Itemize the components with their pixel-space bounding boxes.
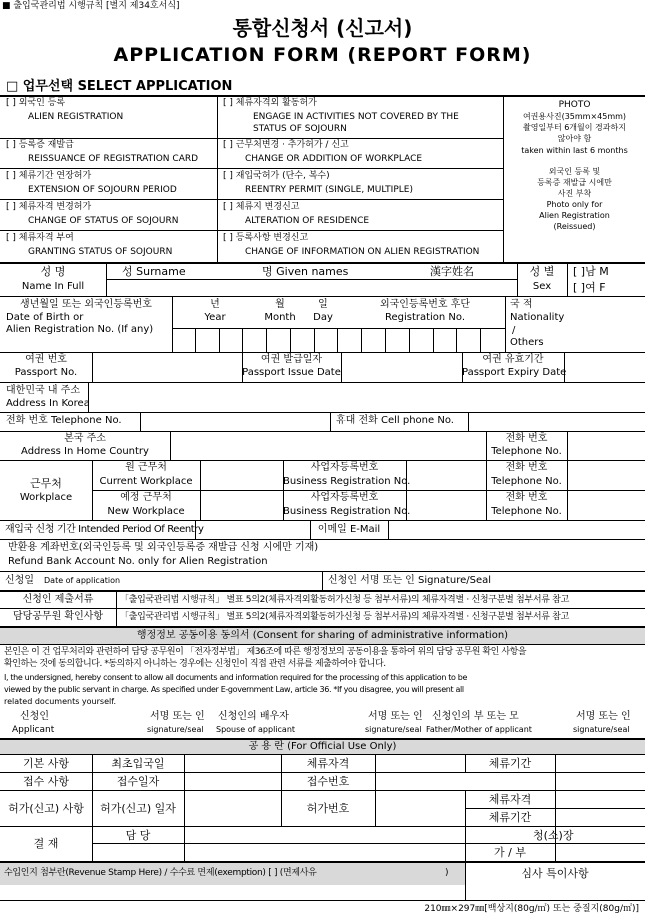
official-use-header: 공 용 란 (For Official Use Only) [248,741,397,752]
email-input[interactable] [389,521,644,538]
cellphone-input[interactable] [469,413,644,430]
revenue-stamp-label: 수입인지 첨부란(Revenue Stamp Here) / 수수료 면제(exemption) [ ] (면제사유 [4,868,317,878]
current-biz-input[interactable] [407,461,485,489]
photo-note-2: 않아야 함 [557,134,592,143]
permit-status-label: 체류자격 [488,793,532,806]
month-label: 월 [275,299,285,310]
chief-label: 청(소)장 [533,829,574,842]
applicant-signature-label: 신청인 서명 또는 인 Signature/Seal [328,575,492,586]
option-workplace[interactable] [223,141,422,164]
permit-period-label: 체류기간 [488,811,532,824]
nationality-slash: / [512,325,516,336]
home-address-label-en: Address In Home Country [21,446,149,457]
photo-only-ko-3: 사진 부착 [557,189,592,198]
consent-applicant-sign-label[interactable]: 서명 또는 인 [150,711,205,722]
option-residence[interactable] [223,203,369,226]
receipt-date-label: 접수일자 [116,775,160,788]
passport-expiry-label-en: Passport Expiry Date [462,367,567,378]
option-label-en: CHANGE OF INFORMATION ON ALIEN REGISTRATION [245,247,480,257]
title-korean: 통합신청서 (신고서) [232,16,413,40]
reg-no-label-en: Registration No. [384,312,466,323]
birth-digit-cell[interactable] [481,329,505,352]
basic-info-label: 기본 사항 [22,757,69,770]
consent-parent-label-en: Father/Mother of applicant [426,725,532,734]
workplace-label: 근무처 [30,477,62,490]
consent-header: 행정정보 공동이용 동의서 (Consent for sharing of administrative information) [136,630,509,641]
status-label: 체류자격 [306,757,350,770]
current-biz-label: 사업자등록번호 [310,462,379,473]
birth-digit-cell[interactable] [220,329,244,352]
option-label-en: CHANGE OR ADDITION OF WORKPLACE [245,154,423,164]
option-label-en: ALTERATION OF RESIDENCE [245,216,370,226]
new-biz-label-en: Business Registration No. [283,506,411,517]
photo-only-en-1: Photo only for [546,200,603,209]
select-application-heading: □ 업무선택 SELECT APPLICATION [6,79,233,94]
option-change-info[interactable] [223,234,479,257]
option-activities[interactable] [223,99,459,134]
workplace-label-en: Workplace [19,492,73,503]
birth-digit-cell[interactable] [434,329,458,352]
sex-label-en: Sex [532,281,552,292]
day-label-en: Day [313,312,333,323]
home-address-input[interactable] [171,432,485,459]
photo-only-ko-2: 등록증 재발급 시에만 [537,178,612,187]
consent-applicant-label-en: Applicant [12,725,55,735]
birth-digit-cell[interactable] [291,329,315,352]
option-label: [ ] 등록사항 변경신고 [223,233,309,243]
consent-text-en-1: I, the undersigned, hereby consent to allow all documents and information required for the processing of this application to be [4,673,468,682]
birth-digit-cell[interactable] [267,329,291,352]
others-label: Others [510,337,544,348]
consent-applicant-sign-label-en: signature/seal [147,725,204,734]
option-label-en: ALIEN REGISTRATION [28,112,124,122]
photo-only-en-2: Alien Registration [539,211,610,220]
check-docs-text: 「출입국관리법 시행규칙」 별표 5의2(체류자격외활동허가신청 등 첨부서류)의 체류자격별 · 신청구분별 첨부서류 참고 [120,612,569,622]
new-tel-label: 전화 번호 [505,492,548,503]
refund-account-input[interactable] [330,555,644,569]
address-korea-label: 대한민국 내 주소 [6,385,80,396]
passport-no-label-en: Passport No. [14,367,78,378]
option-granting-status[interactable] [6,234,172,257]
telephone-label: 전화 번호 Telephone No. [6,415,122,426]
name-label: 성 명 [40,265,66,278]
birth-digit-cell[interactable] [196,329,220,352]
option-label-en: REISSUANCE OF REGISTRATION CARD [28,154,199,164]
officer-label: 담 당 [125,829,151,842]
name-input[interactable] [107,281,516,295]
new-tel-label-en: Telephone No. [491,506,562,517]
photo-note: 촬영일부터 6개월이 경과하지 [523,123,626,132]
telephone-input[interactable] [141,413,329,430]
option-label-en-2: STATUS OF SOJOURN [253,124,347,134]
approval-label: 결 재 [33,837,59,850]
permit-no-label: 허가번호 [306,802,350,815]
option-label: [ ] 체류자격외 활동허가 [223,98,317,108]
current-tel-label: 전화 번호 [505,462,548,473]
current-biz-label-en: Business Registration No. [283,476,411,487]
submit-docs-label: 신청인 제출서류 [22,594,94,605]
option-label-en: EXTENSION OF SOJOURN PERIOD [28,185,177,195]
email-label: 이메일 E-Mail [317,524,381,535]
photo-size: 여권용사진(35mm×45mm) [522,112,627,121]
option-change-status[interactable] [6,203,178,226]
receipt-no-label: 접수번호 [306,775,350,788]
passport-expiry-input[interactable] [565,353,644,381]
first-entry-label: 최초입국일 [111,757,165,770]
current-workplace-label: 원 근무처 [125,462,167,473]
application-date-label-en: Date of application [44,576,121,585]
current-workplace-input[interactable] [201,461,282,489]
consent-applicant-label: 신청인 [20,711,49,722]
option-label: [ ] 체류자격 변경허가 [6,202,92,212]
review-notes-label: 심사 특이사항 [521,867,589,880]
submit-docs-text: 「출입국관리법 시행규칙」 별표 5의2(체류자격외활동허가신청 등 첨부서류)의 체류자격별 · 신청구분별 첨부서류 참고 [120,595,569,605]
option-reentry[interactable] [223,172,413,195]
revenue-stamp-close: ) [445,868,449,878]
birth-label: 생년월일 또는 외국인등록번호 [20,299,152,310]
option-label: [ ] 등록증 재발급 [6,140,74,150]
home-tel-label-en: Telephone No. [491,446,562,457]
address-korea-label-en: Address In Korea [6,398,90,409]
birth-digit-cell[interactable] [339,329,363,352]
consent-spouse-label: 신청인의 배우자 [218,711,289,722]
birth-label-en-2: Alien Registration No. (If any) [6,324,154,335]
new-biz-label: 사업자등록번호 [310,492,379,503]
check-docs-label: 담당공무원 확인사항 [12,611,104,622]
application-date-input[interactable] [150,572,320,589]
new-biz-input[interactable] [407,491,485,519]
consent-spouse-sign-label[interactable]: 서명 또는 인 [368,711,423,722]
consent-text-en-2: viewed by the public servant in charge. As specified under E-government Law, article 36. *If you disagree, you will present all [4,685,464,694]
name-label-en: Name In Full [21,281,85,292]
passport-expiry-label: 여권 유효기간 [482,354,544,365]
day-label: 일 [318,299,328,310]
birth-digit-cell[interactable] [386,329,410,352]
consent-text-ko-2: 확인하는 것에 동의합니다. *동의하지 아니하는 경우에는 신청인이 직접 관련 서류를 제출하여야 합니다. [4,659,386,669]
option-label: [ ] 체류자격 부여 [6,233,74,243]
title-english: APPLICATION FORM (REPORT FORM) [113,44,532,66]
reentry-period-label: 재입국 신청 기간 Intended Period Of Reentry [5,524,204,535]
sex-label: 성 별 [529,265,555,278]
option-label-en: REENTRY PERMIT (SINGLE, MULTIPLE) [245,185,413,195]
home-address-label: 본국 주소 [64,433,106,444]
passport-issue-label: 여권 발급일자 [260,354,323,365]
surname-label: 성 Surname [122,265,186,278]
birth-digit-cell[interactable] [315,329,339,352]
photo-label: PHOTO [558,100,591,110]
nationality-label: 국 적 [510,299,533,310]
consent-spouse-sign-label-en: signature/seal [365,725,422,734]
option-label: [ ] 체류지 변경신고 [223,202,300,212]
nationality-label-en: Nationality [510,312,565,323]
given-names-label: 명 Given names [262,265,349,278]
birth-digit-cell[interactable] [172,329,196,352]
consent-text-ko-1: 본인은 이 건 업무처리와 관련하여 담당 공무원이 「전자정부법」 제36조에 따른 행정정보의 공동이용을 통하여 위의 담당 공무원 확인 사항을 [4,647,527,657]
month-label-en: Month [264,312,296,323]
address-korea-input[interactable] [89,383,644,411]
birth-digit-cell[interactable] [362,329,386,352]
option-label: [ ] 외국인 등록 [6,98,66,108]
refund-label: 반환용 계좌번호(외국인등록 및 외국인등록증 재발급 신청 시에만 기재) [8,542,319,553]
new-workplace-label-en: New Workplace [107,506,185,517]
year-label-en: Year [204,312,226,323]
sex-female-checkbox[interactable]: [ ]여 F [573,281,606,294]
applicant-signature-input[interactable] [512,572,644,589]
approval-yes-no[interactable]: 가 / 부 [494,846,526,859]
consent-parent-sign-label-en: signature/seal [573,725,630,734]
photo-note-en: taken within last 6 months [521,146,628,155]
consent-spouse-label-en: Spouse of applicant [216,725,296,734]
application-date-label: 신청일 [5,575,34,586]
reg-no-label: 외국인등록번호 후단 [379,299,471,310]
home-tel-input[interactable] [568,432,644,459]
option-label: [ ] 재입국허가 (단수, 복수) [223,171,330,181]
cellphone-label: 휴대 전화 Cell phone No. [336,415,454,426]
option-label: [ ] 체류기간 연장허가 [6,171,92,181]
consent-parent-label: 신청인의 부 또는 모 [432,711,519,722]
period-label: 체류기간 [488,757,532,770]
photo-only-en-3: (Reissued) [553,222,596,231]
birth-digit-cell[interactable] [243,329,267,352]
permit-date-label: 허가(신고) 일자 [100,802,176,815]
birth-digit-cell[interactable] [457,329,481,352]
receipt-info-label: 접수 사항 [22,775,69,788]
option-reissuance[interactable] [6,141,198,164]
photo-box[interactable] [504,99,645,231]
current-tel-label-en: Telephone No. [491,476,562,487]
option-alien-registration[interactable] [6,99,123,122]
law-reference: ■ 출입국관리법 시행규칙 [별지 제34호서식] [2,1,180,11]
home-tel-label: 전화 번호 [505,433,548,444]
new-workplace-input[interactable] [201,491,282,519]
option-label-en: CHANGE OF STATUS OF SOJOURN [28,216,179,226]
permit-info-label: 허가(신고) 사항 [8,802,84,815]
birth-digit-cell[interactable] [410,329,434,352]
new-workplace-label: 예정 근무처 [120,492,172,503]
sex-male-checkbox[interactable]: [ ]남 M [573,265,609,278]
option-label-en: ENGAGE IN ACTIVITIES NOT COVERED BY THE [253,112,459,122]
passport-no-input[interactable] [93,353,241,381]
consent-text-en-3: related documents yourself. [4,697,116,706]
year-label: 년 [210,299,220,310]
birth-label-en: Date of Birth or [6,312,84,323]
passport-issue-input[interactable] [342,353,461,381]
consent-parent-sign-label[interactable]: 서명 또는 인 [576,711,631,722]
paper-size-footer: 210㎜×297㎜[백상지(80g/㎡) 또는 중질지(80g/㎡)] [424,904,639,914]
hanja-name-label: 漢字姓名 [430,265,474,278]
option-extension[interactable] [6,172,177,195]
current-workplace-label-en: Current Workplace [99,476,193,487]
nationality-input[interactable] [568,297,644,351]
refund-label-en: Refund Bank Account No. only for Alien Registration [8,556,268,567]
reentry-period-input[interactable] [196,521,309,538]
photo-only-ko-1: 외국인 등록 및 [548,167,601,176]
new-tel-input[interactable] [568,491,644,519]
passport-issue-label-en: Passport Issue Date [242,367,341,378]
current-tel-input[interactable] [568,461,644,489]
option-label: [ ] 근무처변경 · 추가허가 / 신고 [223,140,349,150]
option-label-en: GRANTING STATUS OF SOJOURN [28,247,173,257]
passport-no-label: 여권 번호 [25,354,67,365]
